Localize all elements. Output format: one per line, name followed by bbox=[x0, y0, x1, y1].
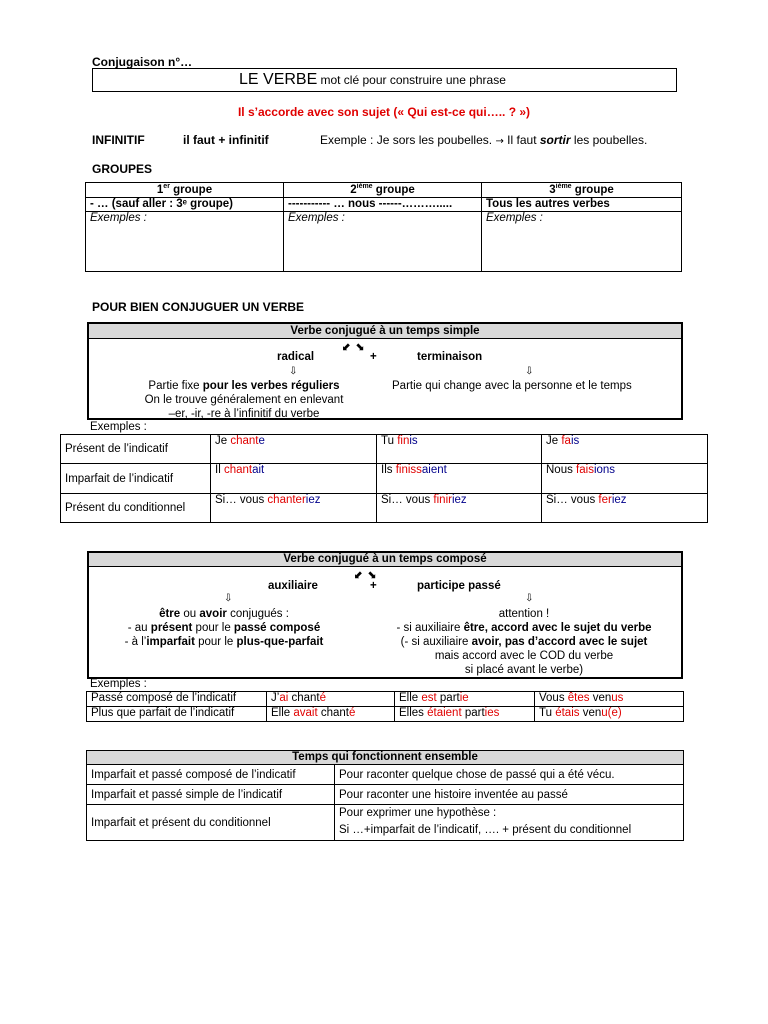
temps-compose-title: Verbe conjugué à un temps composé bbox=[89, 553, 681, 567]
example-cell: Nous faisions bbox=[542, 464, 708, 494]
infinitif-example bbox=[320, 133, 647, 147]
ensemble-right: Pour raconter une histoire inventée au passé bbox=[335, 785, 684, 805]
temps-ensemble-title: Temps qui fonctionnent ensemble bbox=[87, 751, 684, 765]
ensemble-left: Imparfait et passé simple de l’indicatif bbox=[87, 785, 335, 805]
terminaison-explanation: Partie qui change avec la personne et le temps bbox=[392, 380, 632, 392]
infinitif-label: INFINITIF bbox=[92, 133, 145, 147]
participe-label: participe passé bbox=[417, 580, 501, 592]
temps-simple-title: Verbe conjugué à un temps simple bbox=[89, 324, 681, 339]
auxiliaire-explanation: être ou avoir conjugués : - au présent pour le passé composé - à l’imparfait pour le plus-que-parfait bbox=[124, 608, 324, 648]
tense-label: Plus que parfait de l’indicatif bbox=[87, 707, 267, 722]
split-arrows-icon: ⬋ ⬊ bbox=[354, 568, 377, 581]
radical-explanation: Partie fixe pour les verbes réguliers On le trouve généralement en enlevant –er, -ir, -re à l’infinitif du verbe bbox=[144, 380, 344, 420]
groupe-3-examples: Exemples : bbox=[482, 212, 682, 272]
tense-label: Passé composé de l’indicatif bbox=[87, 692, 267, 707]
right-arrow-icon: → bbox=[495, 136, 504, 147]
example-cell: Tu finis bbox=[377, 435, 542, 464]
example-cell: Ils finissaient bbox=[377, 464, 542, 494]
terminaison-label: terminaison bbox=[417, 351, 483, 363]
accord-rule: Il s’accorde avec son sujet (« Qui est-ce qui….. ? ») bbox=[237, 105, 531, 119]
groupe-2-examples: Exemples : bbox=[284, 212, 482, 272]
ensemble-right: Pour raconter quelque chose de passé qui a été vécu. bbox=[335, 765, 684, 785]
simple-examples-table bbox=[60, 434, 708, 523]
infinitif-rule: il faut + infinitif bbox=[183, 133, 269, 147]
down-arrow-icon: ⇩ bbox=[289, 366, 298, 377]
radical-label: radical bbox=[277, 351, 315, 363]
ensemble-right: Pour exprimer une hypothèse : Si …+imparfait de l’indicatif, …. + présent du conditionnel bbox=[335, 805, 684, 841]
plus-sign: + bbox=[370, 580, 377, 592]
auxiliaire-label: auxiliaire bbox=[268, 580, 318, 592]
ensemble-left: Imparfait et présent du conditionnel bbox=[87, 805, 335, 841]
example-mid: Il faut bbox=[507, 133, 537, 147]
worksheet-label: Conjugaison n°… bbox=[92, 55, 193, 69]
plus-sign: + bbox=[370, 351, 377, 363]
compose-examples-table bbox=[86, 691, 684, 722]
title-big: LE VERBE bbox=[239, 71, 318, 88]
participe-explanation: attention ! - si auxiliaire être, accord avec le sujet du verbe (- si auxiliaire avoir, pas d’accord avec le sujet mais accord avec le COD du verbe si placé avant le verbe) bbox=[396, 608, 652, 676]
groupes-heading: GROUPES bbox=[92, 162, 153, 176]
temps-simple-box bbox=[87, 322, 683, 420]
groupe-1-examples: Exemples : bbox=[86, 212, 284, 272]
split-arrows-icon: ⬋ ⬊ bbox=[342, 340, 365, 353]
example-cell: Tu étais venu(e) bbox=[535, 707, 684, 722]
bien-conjuguer-heading: POUR BIEN CONJUGUER UN VERBE bbox=[92, 300, 305, 314]
ensemble-left: Imparfait et passé composé de l’indicatif bbox=[87, 765, 335, 785]
example-cell: Vous êtes venus bbox=[535, 692, 684, 707]
example-cell: Je chante bbox=[211, 435, 377, 464]
groupe-2-ending: ----------- … nous ------………..... bbox=[284, 198, 482, 212]
example-cell: Il chantait bbox=[211, 464, 377, 494]
example-cell: Si… vous finiriez bbox=[377, 494, 542, 523]
example-end: les poubelles. bbox=[573, 133, 648, 147]
example-cell: Si… vous chanteriez bbox=[211, 494, 377, 523]
example-cell: Je fais bbox=[542, 435, 708, 464]
title-subtitle: mot clé pour construire une phrase bbox=[320, 73, 506, 87]
temps-ensemble-table bbox=[86, 750, 684, 841]
groupe-header-1: 1er groupe bbox=[86, 183, 284, 198]
example-cell: Si… vous feriez bbox=[542, 494, 708, 523]
down-arrow-icon: ⇩ bbox=[224, 593, 233, 604]
compose-exemples-label: Exemples : bbox=[90, 678, 147, 690]
tense-label: Présent du conditionnel bbox=[61, 494, 211, 523]
temps-compose-box bbox=[87, 551, 683, 679]
example-verb: sortir bbox=[539, 133, 571, 147]
groupe-header-3: 3ième groupe bbox=[482, 183, 682, 198]
groupe-1-ending: - … (sauf aller : 3ᵉ groupe) bbox=[86, 198, 284, 212]
title-box bbox=[92, 68, 677, 92]
example-cell: Elles étaient parties bbox=[395, 707, 535, 722]
example-cell: Elle est partie bbox=[395, 692, 535, 707]
example-prefix: Exemple : Je sors les poubelles. bbox=[320, 133, 493, 147]
down-arrow-icon: ⇩ bbox=[525, 366, 534, 377]
tense-label: Imparfait de l’indicatif bbox=[61, 464, 211, 494]
groupe-header-2: 2ième groupe bbox=[284, 183, 482, 198]
groupes-table bbox=[85, 182, 682, 272]
example-cell: Elle avait chanté bbox=[267, 707, 395, 722]
down-arrow-icon: ⇩ bbox=[525, 593, 534, 604]
example-cell: J’ai chanté bbox=[267, 692, 395, 707]
simple-exemples-label: Exemples : bbox=[90, 421, 147, 433]
groupe-3-ending: Tous les autres verbes bbox=[482, 198, 682, 212]
tense-label: Présent de l’indicatif bbox=[61, 435, 211, 464]
